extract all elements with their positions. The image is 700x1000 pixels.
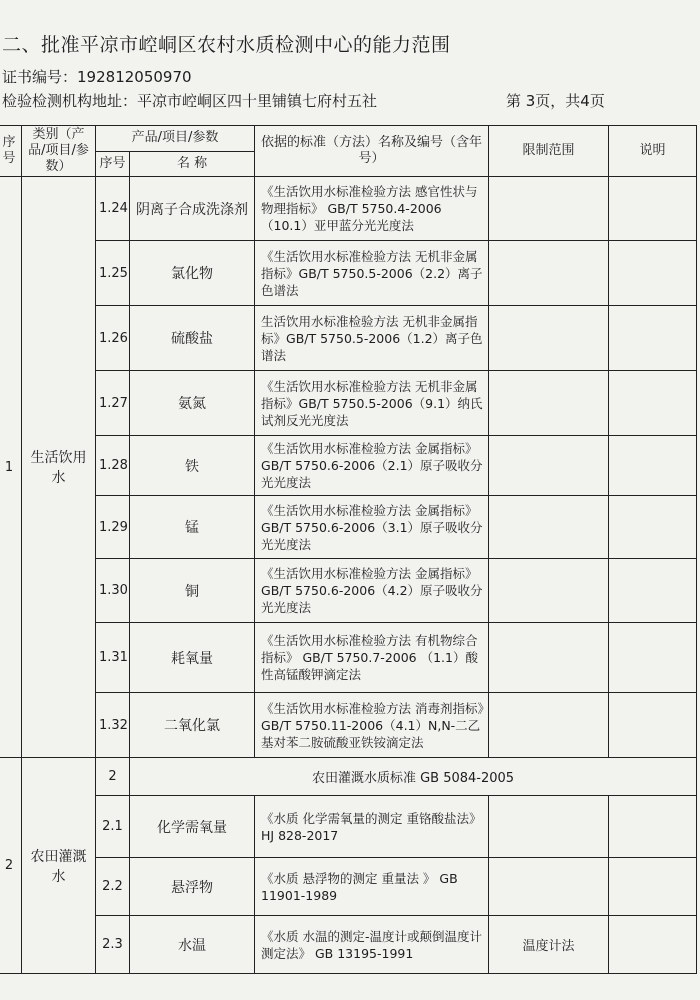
item-name: 二氧化氯 (130, 693, 255, 758)
item-limit (489, 496, 609, 559)
table-row (0, 496, 697, 559)
item-standard: 《水质 化学需氧量的测定 重铬酸盐法》HJ 828-2017 (255, 796, 489, 858)
item-no: 1.26 (96, 306, 130, 371)
item-standard: 《生活饮用水标准检验方法 金属指标》GB/T 5750.6-2006（2.1）原子吸收分光光度法 (255, 436, 489, 496)
item-standard: 《水质 水温的测定-温度计或颠倒温度计测定法》 GB 13195-1991 (255, 916, 489, 974)
table-row (0, 177, 697, 241)
item-limit (489, 693, 609, 758)
item-no: 1.27 (96, 371, 130, 436)
group-header-standard: 农田灌溉水质标准 GB 5084-2005 (130, 758, 697, 796)
item-name: 锰 (130, 496, 255, 559)
item-standard: 《生活饮用水标准检验方法 无机非金属指标》GB/T 5750.5-2006（9.1）纳氏试剂反光光度法 (255, 371, 489, 436)
table-row (0, 241, 697, 306)
group-seq: 2 (0, 758, 22, 974)
certificate-label: 证书编号： (2, 68, 78, 86)
item-no: 1.28 (96, 436, 130, 496)
item-no: 2.1 (96, 796, 130, 858)
item-limit (489, 371, 609, 436)
table-row (0, 306, 697, 371)
item-no: 2.2 (96, 858, 130, 916)
item-standard: 《生活饮用水标准检验方法 消毒剂指标》GB/T 5750.11-2006（4.1）N,N-二乙基对苯二胺硫酸亚铁铵滴定法 (255, 693, 489, 758)
table-row (0, 436, 697, 496)
institution-address (2, 90, 377, 111)
item-standard: 《生活饮用水标准检验方法 金属指标》GB/T 5750.6-2006（3.1）原子吸收分光光度法 (255, 496, 489, 559)
item-name: 铜 (130, 559, 255, 623)
item-no: 1.24 (96, 177, 130, 241)
item-note (609, 559, 697, 623)
item-limit (489, 623, 609, 693)
item-limit: 温度计法 (489, 916, 609, 974)
table-row (0, 693, 697, 758)
item-limit (489, 559, 609, 623)
item-standard: 《生活饮用水标准检验方法 感官性状与物理指标》 GB/T 5750.4-2006 （10.1）亚甲蓝分光光度法 (255, 177, 489, 241)
item-no: 1.31 (96, 623, 130, 693)
item-standard: 生活饮用水标准检验方法 无机非金属指标》GB/T 5750.5-2006（1.2）离子色谱法 (255, 306, 489, 371)
item-limit (489, 306, 609, 371)
item-name: 化学需氧量 (130, 796, 255, 858)
item-note (609, 496, 697, 559)
item-limit (489, 436, 609, 496)
item-standard: 《水质 悬浮物的测定 重量法 》 GB 11901-1989 (255, 858, 489, 916)
col-header-category: 类别（产品/项目/参数） (22, 126, 96, 177)
item-limit (489, 177, 609, 241)
col-header-sub-name: 名 称 (130, 151, 255, 177)
item-limit (489, 796, 609, 858)
item-limit (489, 858, 609, 916)
document-heading: 二、批准平凉市崆峒区农村水质检测中心的能力范围 (2, 34, 451, 56)
group-category: 农田灌溉水 (22, 758, 96, 974)
item-note (609, 371, 697, 436)
item-name: 耗氧量 (130, 623, 255, 693)
item-no: 1.30 (96, 559, 130, 623)
group-seq: 1 (0, 177, 22, 758)
item-no: 1.29 (96, 496, 130, 559)
col-header-product-group: 产品/项目/参数 (96, 126, 255, 152)
item-name: 氨氮 (130, 371, 255, 436)
group-category: 生活饮用水 (22, 177, 96, 758)
item-note (609, 693, 697, 758)
item-name: 阴离子合成洗涤剂 (130, 177, 255, 241)
item-note (609, 241, 697, 306)
item-name: 悬浮物 (130, 858, 255, 916)
address-value: 平凉市崆峒区四十里铺镇七府村五社 (137, 92, 378, 110)
table-row (0, 858, 697, 916)
item-name: 氯化物 (130, 241, 255, 306)
col-header-sub-no: 序号 (96, 151, 130, 177)
table-row (0, 623, 697, 693)
item-no: 2.3 (96, 916, 130, 974)
item-no: 1.32 (96, 693, 130, 758)
col-header-note: 说明 (609, 126, 697, 177)
page-info: 第 3页，共4页 (506, 92, 605, 110)
group-header-no: 2 (96, 758, 130, 796)
capability-table (0, 125, 697, 974)
item-standard: 《生活饮用水标准检验方法 金属指标》GB/T 5750.6-2006（4.2）原子吸收分光光度法 (255, 559, 489, 623)
item-no: 1.25 (96, 241, 130, 306)
col-header-standard: 依据的标准（方法）名称及编号（含年号） (255, 126, 489, 177)
item-note (609, 796, 697, 858)
item-note (609, 177, 697, 241)
address-label: 检验检测机构地址： (2, 92, 138, 110)
item-limit (489, 241, 609, 306)
item-name: 硫酸盐 (130, 306, 255, 371)
table-row (0, 758, 697, 796)
certificate-number (2, 66, 192, 87)
certificate-value: 192812050970 (77, 68, 192, 86)
item-name: 铁 (130, 436, 255, 496)
item-note (609, 858, 697, 916)
item-note (609, 623, 697, 693)
item-standard: 《生活饮用水标准检验方法 有机物综合指标》 GB/T 5750.7-2006 （1.1）酸性高锰酸钾滴定法 (255, 623, 489, 693)
col-header-seq: 序号 (0, 126, 22, 177)
item-note (609, 436, 697, 496)
col-header-limit: 限制范围 (489, 126, 609, 177)
item-standard: 《生活饮用水标准检验方法 无机非金属指标》GB/T 5750.5-2006（2.2）离子色谱法 (255, 241, 489, 306)
item-name: 水温 (130, 916, 255, 974)
item-note (609, 916, 697, 974)
item-note (609, 306, 697, 371)
table-row (0, 796, 697, 858)
table-row (0, 916, 697, 974)
table-row (0, 371, 697, 436)
table-row (0, 559, 697, 623)
